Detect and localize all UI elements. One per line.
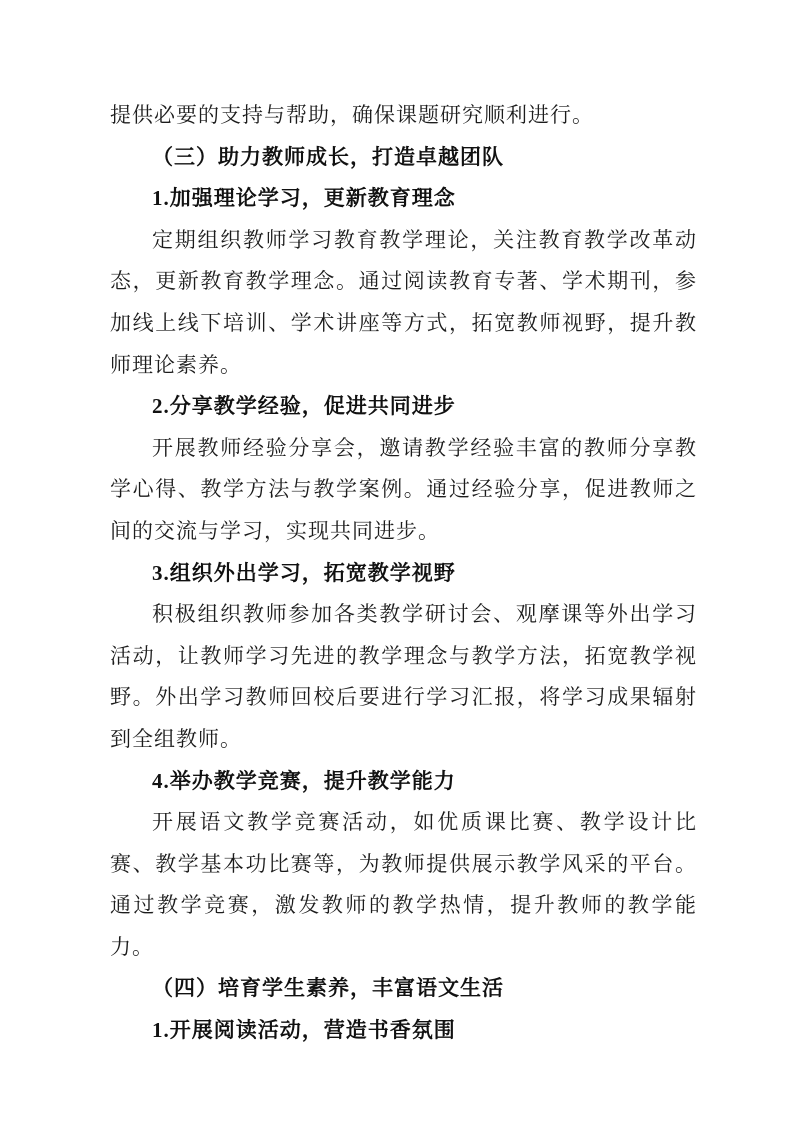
subsection-heading: 2.分享教学经验，促进共同进步 (152, 394, 456, 419)
body-paragraph: 定期组织教师学习教育教学理论，关注教育教学改革动态，更新教育教学理念。通过阅读教育专著、学术期刊，参加线上线下培训、学术讲座等方式，拓宽教师视野，提升教师理论素养。 (110, 227, 697, 377)
subsection-heading: 4.举办教学竞赛，提升教学能力 (152, 768, 456, 793)
section-heading: （四）培育学生素养，丰富语文生活 (152, 976, 504, 1001)
subsection-heading: 1.开展阅读活动，营造书香氛围 (152, 1018, 456, 1043)
body-paragraph: 开展教师经验分享会，邀请教学经验丰富的教师分享教学心得、教学方法与教学案例。通过经验分享，促进教师之间的交流与学习，实现共同进步。 (110, 435, 697, 543)
body-paragraph: 开展语文教学竞赛活动，如优质课比赛、教学设计比赛、教学基本功比赛等，为教师提供展示教学风采的平台。通过教学竞赛，激发教师的教学热情，提升教师的教学能力。 (110, 810, 697, 959)
subsection-heading: 3.组织外出学习，拓宽教学视野 (152, 560, 456, 585)
subsection-heading: 1.加强理论学习，更新教育理念 (152, 186, 456, 211)
body-paragraph: 积极组织教师参加各类教学研讨会、观摩课等外出学习活动，让教师学习先进的教学理念与教学方法，拓宽教学视野。外出学习教师回校后要进行学习汇报，将学习成果辐射到全组教师。 (110, 602, 697, 751)
section-heading: （三）助力教师成长，打造卓越团队 (152, 144, 504, 169)
document-body (110, 95, 697, 1052)
body-paragraph-continued: 提供必要的支持与帮助，确保课题研究顺利进行。 (110, 103, 594, 127)
